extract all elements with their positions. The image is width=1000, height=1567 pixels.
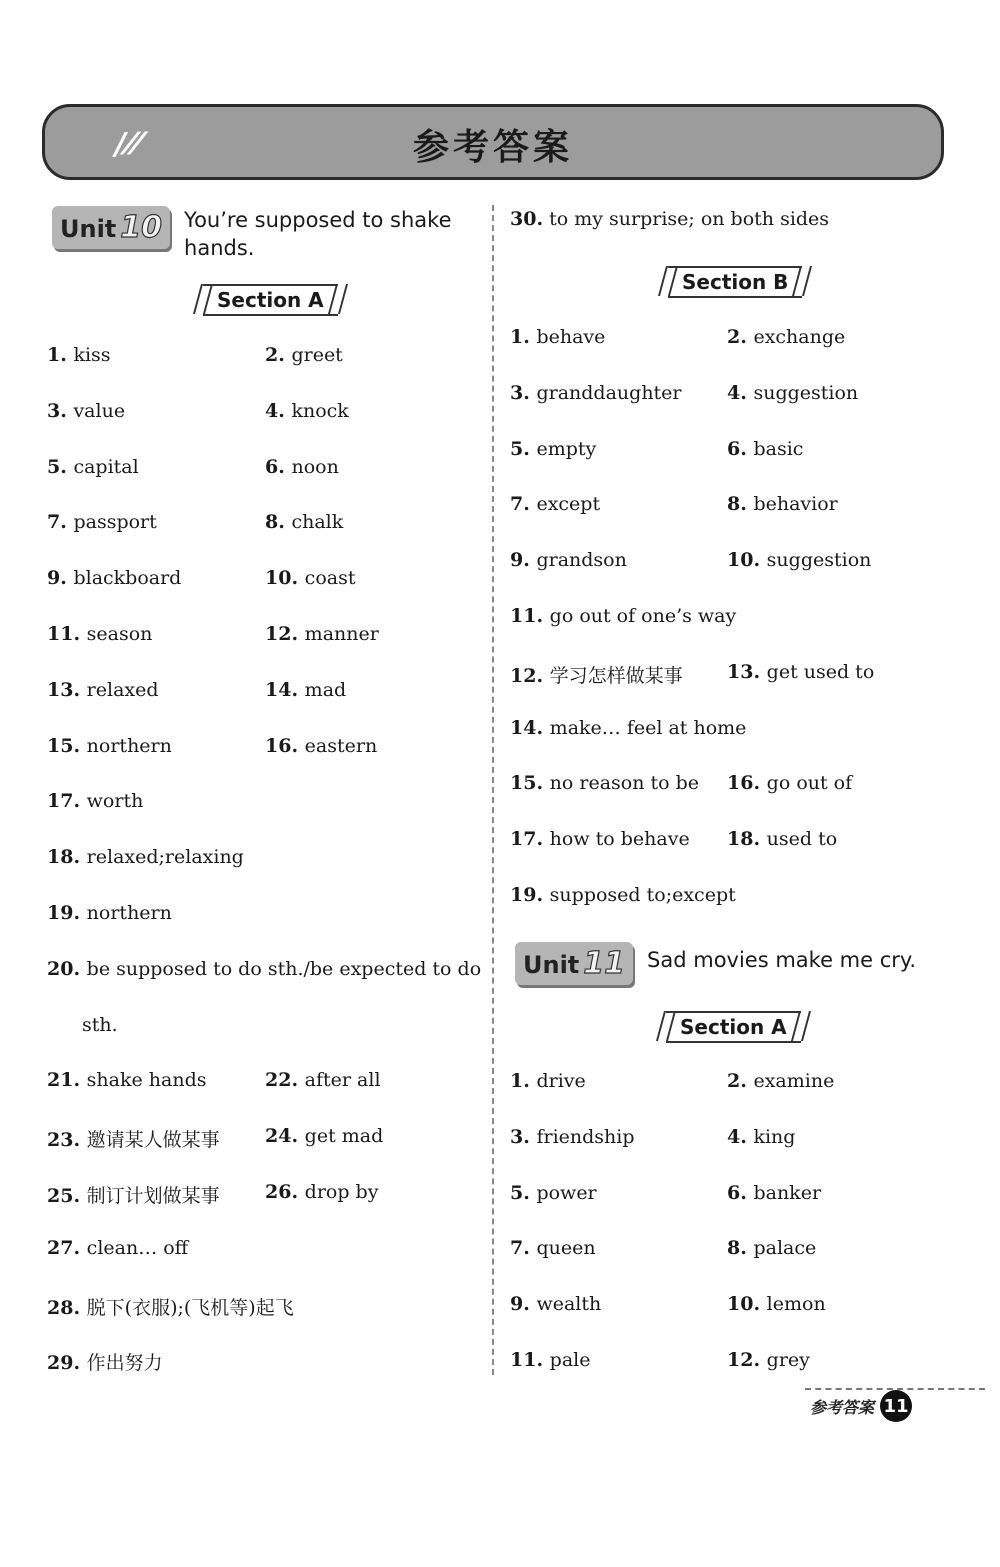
item-text: mad [304, 678, 347, 701]
item-number: 16. [727, 772, 767, 795]
item-text: examine [753, 1070, 835, 1092]
item-number: 5. [510, 437, 537, 460]
item-text: how to behave [549, 828, 690, 851]
answer-item [510, 438, 596, 460]
item-text: 作出努力 [86, 1352, 163, 1375]
answer-item [510, 605, 736, 627]
item-text: behave [536, 326, 606, 348]
answer-item [265, 623, 379, 645]
item-text: go out of one’s way [549, 605, 737, 627]
answer-item [510, 1126, 635, 1148]
item-number: 6. [265, 455, 292, 478]
item-text: relaxed [86, 678, 159, 701]
item-number: 3. [510, 381, 537, 404]
item-number: 8. [727, 493, 754, 516]
item-text: queen [536, 1237, 596, 1260]
answer-item [265, 400, 349, 422]
item-text: suggestion [766, 549, 872, 572]
item-number: 14. [510, 716, 550, 739]
item-text: king [753, 1125, 796, 1148]
item-text: worth [86, 790, 144, 813]
answer-item [510, 1293, 601, 1315]
answer-item [47, 1069, 207, 1091]
answer-item [265, 344, 343, 366]
item-text: supposed to;except [549, 884, 736, 906]
item-text: drop by [304, 1181, 379, 1203]
item-number: 30. [510, 208, 544, 230]
answer-item [47, 1237, 188, 1259]
answer-item [47, 790, 143, 812]
item-text: coast [304, 567, 356, 590]
answer-item [727, 1349, 810, 1371]
answer-item [265, 1181, 378, 1203]
answer-item [510, 1182, 597, 1204]
item-text: granddaughter [536, 381, 682, 404]
item-number: 5. [47, 455, 74, 478]
answer-item [47, 902, 172, 924]
item-number: 19. [47, 902, 87, 924]
answer-item [727, 326, 845, 348]
item-number: 2. [727, 326, 754, 348]
unit-10-header [52, 206, 464, 262]
answer-item [47, 511, 157, 533]
item-number: 4. [265, 399, 292, 422]
item-number: 11. [510, 605, 550, 627]
item-number: 29. [47, 1352, 87, 1375]
answer-item [47, 623, 152, 645]
answer-item [265, 456, 339, 478]
answer-item [727, 382, 858, 404]
answer-item [727, 1293, 826, 1315]
item-number: 12. [510, 664, 550, 687]
item-text: suggestion [753, 381, 859, 404]
page-title: 参考答案 [412, 127, 573, 168]
answer-item [47, 958, 481, 980]
unit-10-title: You’re supposed to shake hands. [184, 208, 452, 260]
unit-number: 11 [583, 946, 626, 981]
item-number: 19. [510, 884, 550, 906]
item-number: 25. [47, 1185, 87, 1207]
answer-item [47, 567, 181, 589]
item-text: basic [753, 437, 804, 460]
unit-label: Unit [523, 951, 580, 979]
item-text: be supposed to do sth./be expected to do [86, 957, 482, 980]
item-number: 2. [727, 1070, 754, 1092]
item-number: 4. [727, 1125, 754, 1148]
item-text: northern [86, 734, 172, 757]
item-text: manner [304, 623, 379, 645]
answer-item [510, 382, 682, 404]
item-number: 10. [727, 1293, 767, 1316]
item-text: clean… off [86, 1236, 189, 1259]
answer-item [47, 1181, 220, 1208]
item-text: used to [766, 828, 838, 851]
answer-item [265, 679, 346, 701]
item-number: 17. [47, 790, 87, 813]
right-section-b-heading: Section B [668, 266, 802, 298]
answer-item [47, 1293, 294, 1320]
answer-item [510, 326, 605, 348]
item-text: wealth [536, 1293, 602, 1316]
answer-item [510, 1349, 590, 1371]
item-number: 15. [47, 734, 87, 757]
item-number: 12. [727, 1349, 767, 1371]
item-text: capital [73, 455, 139, 478]
unit-11-header [515, 942, 916, 985]
answer-item [47, 344, 111, 366]
item-text: after all [304, 1069, 381, 1092]
item-text: behavior [753, 493, 838, 516]
item-text: no reason to be [549, 772, 700, 795]
answer-item [727, 493, 838, 515]
answer-item [47, 1348, 163, 1375]
item-number: 6. [727, 1181, 754, 1204]
item-number: 8. [727, 1237, 754, 1260]
item-text: knock [291, 399, 349, 422]
item-number: 26. [265, 1181, 305, 1203]
item-number: 10. [265, 567, 305, 590]
item-text: noon [291, 455, 339, 478]
unit-label: Unit [60, 215, 117, 243]
item-number: 27. [47, 1236, 87, 1259]
item-text: go out of [766, 772, 853, 795]
item-number: 11. [510, 1349, 550, 1371]
item-number: 21. [47, 1069, 87, 1092]
unit-11-title: Sad movies make me cry. [647, 948, 917, 972]
item-number: 7. [47, 511, 74, 534]
item-number: 13. [727, 660, 767, 683]
item-number: 3. [510, 1125, 537, 1148]
answer-item [727, 772, 852, 794]
item-number: 7. [510, 1237, 537, 1260]
item-text: get mad [304, 1125, 384, 1148]
answer-item [510, 493, 600, 515]
item-text: eastern [304, 734, 378, 757]
item-text: grandson [536, 549, 627, 572]
item-text: kiss [73, 344, 111, 366]
item-text: exchange [753, 326, 846, 348]
answer-item [510, 1070, 586, 1092]
item-number: 20. [47, 957, 87, 980]
item-number: 9. [47, 567, 74, 590]
item-number: 17. [510, 828, 550, 851]
item-text: empty [536, 437, 597, 460]
item-text: passport [73, 511, 157, 534]
answer-item [47, 846, 244, 868]
answer-item [47, 456, 139, 478]
answer-item [510, 717, 746, 739]
item-text: value [73, 399, 126, 422]
item-text: 脱下(衣服);(飞机等)起飞 [86, 1296, 294, 1319]
right-section-a-heading: Section A [666, 1011, 801, 1043]
page-number: 11 [880, 1390, 912, 1422]
item-number: 16. [265, 734, 305, 757]
item-text: palace [753, 1237, 817, 1260]
answer-key-banner [42, 104, 944, 180]
answer-item [265, 567, 355, 589]
item-number: 8. [265, 511, 292, 534]
answer-item [727, 661, 874, 683]
item-text: to my surprise; on both sides [549, 208, 830, 230]
item-text: chalk [291, 511, 344, 534]
item-text: lemon [766, 1293, 826, 1316]
answer-item [47, 735, 172, 757]
item-number: 22. [265, 1069, 305, 1092]
banner-decoration: /⁄⁄ [115, 127, 142, 162]
answer-item [510, 884, 736, 906]
answer-item [265, 1125, 383, 1147]
answer-item [265, 735, 377, 757]
answer-item [727, 828, 837, 850]
item-text: season [86, 623, 153, 645]
item-number: 24. [265, 1125, 305, 1148]
item-number: 6. [727, 437, 754, 460]
item-number: 14. [265, 678, 305, 701]
item-text: get used to [766, 660, 875, 683]
unit-number: 10 [120, 210, 163, 245]
answer-item [727, 1237, 816, 1259]
page-footer [810, 1390, 912, 1422]
item-text: greet [291, 344, 343, 366]
unit-10-badge [52, 206, 170, 249]
item-number: 18. [47, 846, 87, 869]
answer-item [727, 549, 871, 571]
item-number: 9. [510, 549, 537, 572]
item-number: 11. [47, 623, 87, 645]
item-number: 2. [265, 344, 292, 366]
unit-11-badge [515, 942, 633, 985]
item-number: 4. [727, 381, 754, 404]
item-number: 1. [510, 1070, 537, 1092]
item-number: 12. [265, 623, 305, 645]
item-text: drive [536, 1070, 586, 1092]
answer-item [727, 1126, 795, 1148]
item-number: 28. [47, 1296, 87, 1319]
item-text: power [536, 1181, 597, 1204]
item-number: 13. [47, 678, 87, 701]
answer-item [265, 1069, 381, 1091]
left-section-a-heading: Section A [203, 284, 338, 316]
item-text: pale [549, 1349, 591, 1371]
answer-item [510, 772, 699, 794]
answer-item [510, 549, 627, 571]
item-number: 15. [510, 772, 550, 795]
item-number: 1. [510, 326, 537, 348]
item-number: 10. [727, 549, 767, 572]
item-number: 7. [510, 493, 537, 516]
item-number: 3. [47, 399, 74, 422]
answer-item [265, 511, 343, 533]
item-text: blackboard [73, 567, 182, 590]
answer-item [727, 1070, 834, 1092]
item-text: northern [86, 902, 172, 924]
answer-item [510, 661, 683, 688]
item-number: 18. [727, 828, 767, 851]
item-text: 制订计划做某事 [86, 1185, 220, 1207]
item-number: 23. [47, 1129, 87, 1152]
footer-label: 参考答案 [810, 1397, 875, 1417]
column-divider [492, 205, 494, 1375]
item-number: 9. [510, 1293, 537, 1316]
answer-item [510, 1237, 596, 1259]
answer-item [510, 828, 690, 850]
item-number: 5. [510, 1181, 537, 1204]
answer-item [47, 400, 125, 422]
item-text: shake hands [86, 1069, 207, 1092]
item-text: grey [766, 1349, 810, 1371]
item-text: 邀请某人做某事 [86, 1129, 220, 1152]
answer-item [47, 679, 159, 701]
item-text: 学习怎样做某事 [549, 664, 683, 687]
item-text: friendship [536, 1125, 635, 1148]
answer-item [727, 438, 803, 460]
item-text: except [536, 493, 601, 516]
item-number: 1. [47, 344, 74, 366]
answer-item [727, 1182, 821, 1204]
item-text: banker [753, 1181, 822, 1204]
answer-item-30 [510, 208, 829, 230]
answer-item [47, 1125, 220, 1152]
item-text: relaxed;relaxing [86, 846, 244, 869]
answer-item [82, 1014, 118, 1036]
item-text: make… feel at home [549, 716, 747, 739]
item-text: sth. [82, 1013, 118, 1036]
